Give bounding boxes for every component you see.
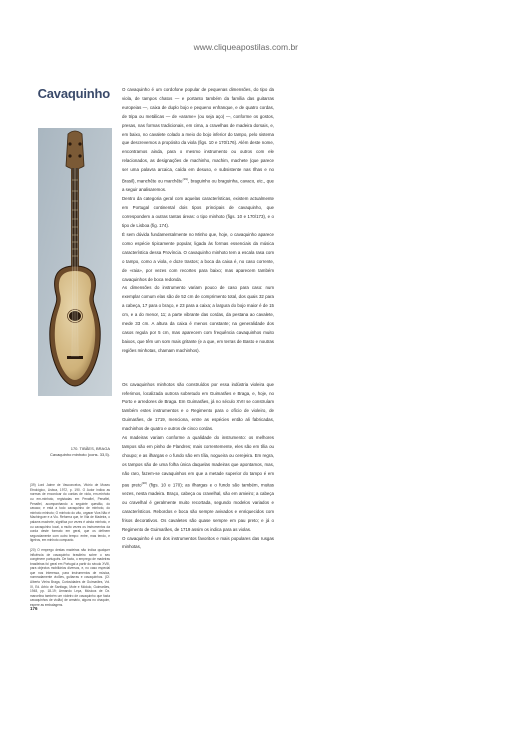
body-paragraph [122, 434, 274, 534]
body-text-run: O cavaquinho é um cordofone popular de pequenas dimensões, do tipo da viola, de tampos chatos — e portanto também da família das guitarras europeias —, caixa de duplo bojo e pequeno enfranque, e de quatro cordas, de tripa ou metálicas — de «arame» (ou seja aço) —, conforme os gostos, presas, nas formas tradicionais, em cima, a cravelhas de madeira dorsais, e, em baixo, no cavalete colado a meio do bojo inferior do tampo, pelo sistema que descrevemos a propósito da viola (figs. 10 e 170/176). Além deste nome, encontramos ainda, para o mesmo instrumento ou outros com ele relacionados, as designações de machinho, machim, machete (que parece ser uma palavra arcaica, caída em desuso, e subsistente nas Ilhas e no Brasil), manchête ou marchête [122, 87, 274, 184]
footnote: (20) O emprego destas madeiras não indica qualquer influência de cavaquinho brasileiro sobre o seu congénere português. De facto, o emprego de madeiras brasileiras foi geral em Portugal a partir do século XVIII, para objectos mobiliários diversos, e, no caso especial que nos interessa, para instrumentos de música, nomeadamente violões, guitarras e cavaquinhos. (Cf. Alberto Vieira Braga, Curiosidades de Guimarães, Vol. XI, Ed. Arbio de Santiago, Mote e Módulo, Guimarães, 1948, pp. 18-19; Armando Leça, Músicos de Oz. marcelina também um violeiro de cavaquinho que fazia cavaquinhos de violão) de armário, alguns no chaquim, espere as embalagens. [30, 547, 110, 608]
body-text-run: , braguinho ou braguinha, cavaco, etc., que a seguir analisaremos. [122, 178, 274, 193]
footnotes [30, 483, 110, 607]
body-paragraph: Os cavaquinhos minhotos são construídos por essa indústria violeira que referimos, localizada outrora sobretudo em Guimarães e Braga, e, hoje, no Porto e arredores de Braga. Em Guimarães, já no século XVII se construíam também estes instrumentos e o Regimento para o ofício de violeiro, de Guimarães, de 1719, menciona, entre as espécies então ali fabricadas, machinhos de quatro e outros de cinco cordas. [122, 381, 274, 432]
body-paragraph: O cavaquinho é um dos instrumentos favoritos e mais populares das rusgas minhotas, [122, 535, 274, 550]
footnote-ref: (19) [182, 177, 188, 182]
body-text [122, 86, 274, 552]
body-paragraph: Dentro da categoria geral com aquelas características, existem actualmente em Portugal continental dois tipos principais de cavaquinho, que correspondem a outras tantas áreas: o tipo minhoto (figs. 10 e 170/173), e o tipo de Lisboa (fig. 174). [122, 196, 274, 229]
footnote: (39) Lord Jaime de Vasconcelos, Vitório de Museu Etnológico, Lisboa, 1972, p. 190. O Autor indica as normas de encordoar do cordas de viola, em-minhoto ou em-minhoto, registadas em Penafiel, Penafiel, Penafiel, acompanhando a seguinte questão, do cavaco; e está a todo cavaquinho de minhoto, do minhoto minhoto; O minhoto do vão, orgarar Viva Não é Machinguer e a Viu. Reforma que, te Vila de Madeira, o palavra machete, significa por vezes é ainda minhoto, e ou cavaquinho local, a muito vezes os instrumentos da corda deste formato em geral, que os definem segundamente com outro tempo: entre, mas tendo, e ligeiros, em minhoto compacto. [30, 483, 110, 543]
figure-caption [30, 446, 110, 457]
footnote-ref: (20) [141, 480, 147, 485]
body-text-run: (figs. 10 e 170); as ilhargas e o fundo são também, muitas vezes, nesta madeira. Braço, cabeça ou cravelhal, são em amieiro; a cabeça ou cravelhal é geralmente muito recortada, segundo modelos variados e característicos. Rebordos e boca são sempre avivados e enriquecidos com frisos decorativos. Os cavaletes são quase sempre em pau preto; e já o Regimento de Guimarães, de 1719 assim os indica para as violas. [122, 482, 274, 532]
section-title: Cavaquinho [37, 86, 110, 101]
body-text-run: As madeiras variam conforme a qualidade do instrumento: os melhores tampos são em pinho de Flandres; mais correntemente, eles são em tília ou choupo; e as ilhargas e o fundo são em tília, nogueira ou cerejeira. Em regra, os tampos são de uma folha única daquelas madeiras que apontamos, mas, não raro, fazem-se cavaquinhos em que a metade superior do tampo é em pau preto [122, 435, 274, 488]
caption-line-2: Cavaquinho minhoto (cons. 33,5). [49, 451, 110, 457]
site-url: www.cliqueapostilas.com.br [193, 42, 298, 52]
cavaquinho-illustration [38, 128, 112, 396]
left-column [30, 86, 110, 613]
cavaquinho-photo [38, 128, 112, 396]
caption-line-1: 170. TIBÃES, BRAGA [70, 446, 110, 451]
body-paragraph: É sem dúvida fundamentalmente no Minho que, hoje, o cavaquinho aparece como espécie tipicamente popular, ligada às formas essenciais da música característica dessa Província. O cavaquinho minhoto tem a escala rasa com o tampo, como a viola, e doze trastos; a boca da caixa é, no caso corrente, de «raia», por vezes com recortes para baixo; mas aparecem também cavaquinhos de boca redonda. [122, 231, 274, 282]
page-number: 176 [30, 606, 38, 611]
body-paragraph [122, 86, 274, 195]
body-paragraph: As dimensões do instrumento variam pouco de caso para caso: num exemplar comum elas são de 52 cm de comprimento total, dos quais 32 para a cabeça, 17 para o braço, e 23 para a caixa; a largura do bojo maior é de 15 cm, e a do menor, 11; a parte vibrante das cordas, da pestana ao cavalete, mede 33 cm. A altura da caixa é menos constante; na generalidade dos casos regula por 5 cm, mas aparecem com frequência cavaquinhos muito baixos, que têm um som mais gritante (e a que, em terras de Basto e noutras regiões minhotas, chamam machinhos). [122, 285, 274, 353]
paragraph-gap [122, 356, 274, 381]
